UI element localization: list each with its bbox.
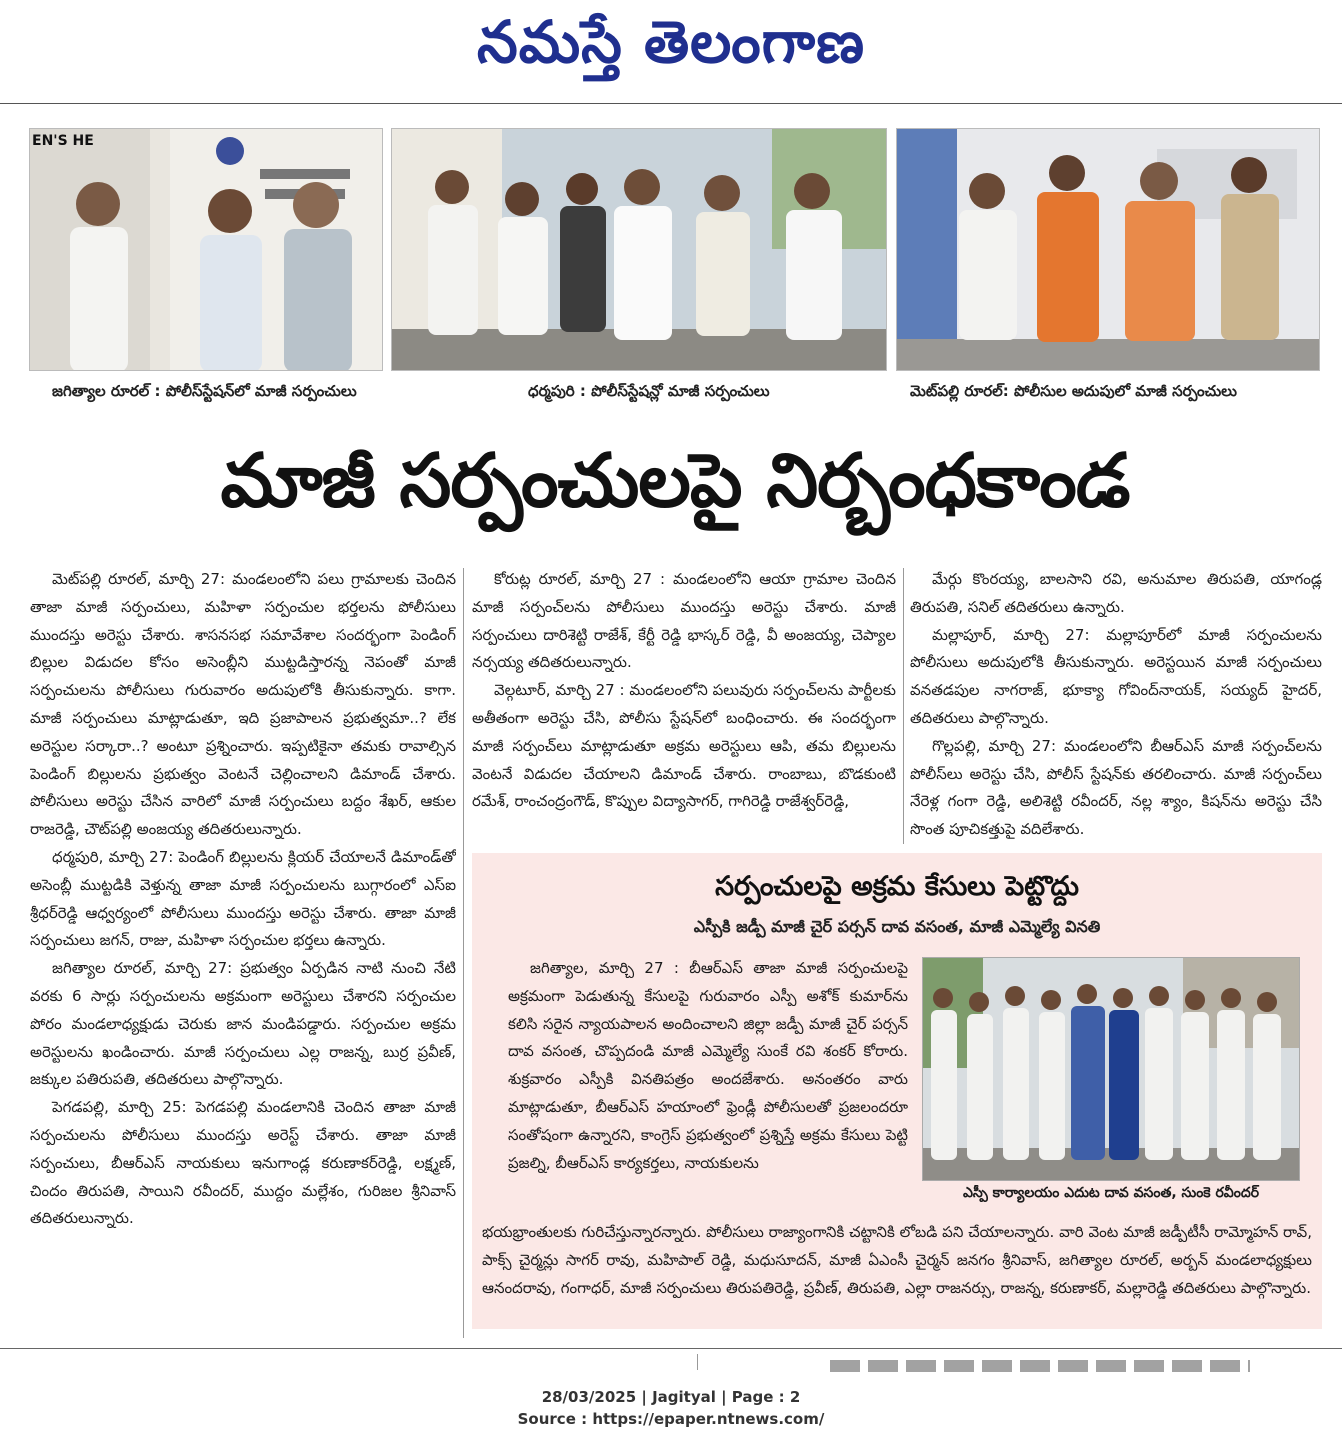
sidebar-story-box [472,853,1322,1329]
photo-caption-3: మెట్‌పల్లి రూరల్‌: పోలీసుల అదుపులో మాజీ సర్పంచులు [910,382,1237,400]
next-article-tease [830,1360,1250,1372]
box-body [508,955,908,1217]
bottom-rule [0,1348,1342,1349]
article-paragraph: వెల్గటూర్‌, మార్చి 27 : మండలంలోని పలువురు సర్పంచ్‌లను పార్టీలకు అతీతంగా అరెస్టు చేసి, పోలీసు స్టేషన్‌లో బంధించారు. ఈ సందర్భంగా మాజీ సర్పంచ్‌లు మాట్లాడుతూ అక్రమ అరెస్టులు ఆపి, తమ బిల్లులను వెంటనే విడుదల చేయాలని డిమాండ్‌ చేశారు. రాంబాబు, బొడకుంటి రమేశ్‌, రాంచంద్రంగౌడ్‌, కొప్పుల విద్యాసాగర్‌, గాగిరెడ్డి రాజేశ్వర్‌రెడ్డి, [472,681,896,811]
box-photo [922,957,1300,1181]
column-rule [463,568,464,1338]
box-subtitle: ఎస్పీకి జడ్పీ మాజీ చైర్‌ పర్సన్‌ దావ వసంత, మాజీ ఎమ్మెల్యే వినతి [693,917,1101,936]
article-paragraph: మెట్‌పల్లి రూరల్‌, మార్చి 27: మండలంలోని పలు గ్రామాలకు చెందిన తాజా మాజీ సర్పంచులు, మహిళా సర్పంచుల భర్తలను పోలీసులు ముందస్తు అరెస్టు చేశారు. శాసనసభ సమావేశాల సందర్భంగా పెండింగ్‌ బిల్లుల విడుదల కోసం అసెంబ్లీని ముట్టడిస్తారన్న నెపంతో మాజీ సర్పంచులను పోలీసులు గురువారం అదుపులోకి తీసుకున్నారు. కాగా. మాజీ సర్పంచులు మాట్లాడుతూ, ఇది ప్రజాపాలన ప్రభుత్వమా..? లేక అరెస్టుల సర్కారా..? అంటూ ప్రశ్నించారు. ఇప్పటికైనా తమకు రావాల్సిన పెండింగ్‌ బిల్లులను ప్రభుత్వం వెంటనే చెల్లించాలని డిమాండ్‌ చేశారు. పోలీసులు అరెస్టు చేసిన వారిలో మాజీ సర్పంచులు బద్దం శేఖర్‌, ఆకుల రాజరెడ్డి, చౌట్‌పల్లి అంజయ్య తదితరులున్నారు. [30,570,456,839]
article-paragraph: మల్లాపూర్‌, మార్చి 27: మల్లాపూర్‌లో మాజీ సర్పంచులను పోలీసులు అదుపులోకి తీసుకున్నారు. అరెస్టయిన మాజీ సర్పంచులు వనతడపుల నాగరాజ్‌, భూక్యా గోవింద్‌నాయక్‌, సయ్యద్‌ హైదర్‌, తదితరులు పాల్గొన్నారు. [910,625,1322,727]
masthead [0,0,1342,104]
column-2 [472,566,896,846]
article-paragraph: జగిత్యాల, మార్చి 27 : బీఆర్‌ఎస్‌ తాజా మాజీ సర్పంచులపై అక్రమంగా పెడుతున్న కేసులపై గురువారం ఎస్పీ అశోక్‌ కుమార్‌ను కలిసి సరైన న్యాయపాలన అందించాలని జిల్లా జడ్పీ మాజీ చైర్‌ పర్సన్‌ దావ వసంత, చొప్పదండి మాజీ ఎమ్మెల్యే సుంకే రవి శంకర్‌ కోరారు. శుక్రవారం ఎస్పీకి వినతిపత్రం అందజేశారు. అనంతరం వారు మాట్లాడుతూ, బీఆర్‌ఎస్‌ హయాంలో ఫ్రెండ్లీ పోలీసులతో ప్రజలందరూ సంతోషంగా ఉన్నారని, కాంగ్రెస్‌ ప్రభుత్వంలో ప్రశ్నిస్తే అక్రమ కేసులు పెట్టి ప్రజల్ని, బీఆర్‌ఎస్‌ కార్యకర్తలు, నాయకులను [508,959,908,1172]
footer-source-line: Source : https://epaper.ntnews.com/ [517,1410,825,1428]
column-rule [903,568,904,844]
photo-dharmapuri [391,128,887,371]
article-paragraph: ధర్మపురి, మార్చి 27: పెండింగ్‌ బిల్లులను క్లియర్‌ చేయాలనే డిమాండ్‌తో అసెంబ్లీ ముట్టడికి వెళ్తున్న తాజా మాజీ సర్పంచులను బుగ్గారంలో ఎస్‌ఐ శ్రీధర్‌రెడ్డి ఆధ్వర్యంలో పోలీసులు ముందస్తు అరెస్టు చేశారు. తాజా మాజీ సర్పంచులు జగన్‌, రాజు, మహిళా సర్పంచుల భర్తలు ఉన్నారు. [30,847,456,950]
photo-caption-2: ధర్మపురి : పోలీస్‌స్టేషన్లో మాజీ సర్పంచులు [528,382,770,400]
photo-caption-1: జగిత్యాల రూరల్ : పోలీస్‌స్టేషన్‌లో మాజీ సర్పంచులు [52,382,357,400]
article-paragraph: గొల్లపల్లి, మార్చి 27: మండలంలోని బీఆర్‌ఎస్‌ మాజీ సర్పంచ్‌లను పోలీస్‌లు అరెస్టు చేసి, పోలీస్‌ స్టేషన్‌కు తరలించారు. మాజీ సర్పంచ్‌లు నేరెళ్ల గంగా రెడ్డి, అలిశెట్టి రవీందర్‌, నల్ల శ్యాం, కిషన్‌ను అరెస్టు చేసి సొంత పూచికత్తుపై వదిలేశారు. [910,736,1322,839]
box-photo-caption: ఎస్పీ కార్యాలయం ఎదుట దావ వసంత, సుంకె రవీందర్‌ [962,1185,1260,1201]
box-title: సర్పంచులపై అక్రమ కేసులు పెట్టొద్దు [715,871,1079,902]
article-paragraph: పెగడపల్లి, మార్చి 25: పెగడపల్లి మండలానికి చెందిన తాజా మాజీ సర్పంచులను పోలీసులు ముందస్తు అరెస్ట్‌ చేశారు. తాజా మాజీ సర్పంచులు, బీఆర్‌ఎస్‌ నాయకులు ఇనుగాండ్ల కరుణాకర్‌రెడ్డి, లక్ష్మణ్‌, చిందం తిరుపతి, సాయిని రవీందర్‌, ముద్దం మల్లేశం, గురిజల శ్రీనివాస్‌ తదితరులున్నారు. [30,1098,456,1228]
box-bottom-text: భయభ్రాంతులకు గురిచేస్తున్నారన్నారు. పోలీసులు రాజ్యాంగానికి చట్టానికి లోబడి పని చేయాలన్నారు. వారి వెంట మాజీ జడ్పీటీసీ రామ్మోహన్‌ రావ్‌, పాక్స్‌ చైర్మన్లు సాగర్‌ రావు, మహిపాల్‌ రెడ్డి, మధుసూదన్‌, మాజీ ఏఎంసీ చైర్మన్‌ జనగం శ్రీనివాస్‌, జగిత్యాల రూరల్‌, అర్బన్‌ మండలాధ్యక్షులు ఆనందరావు, గంగాధర్‌, మాజీ సర్పంచులు తిరుపతిరెడ్డి, ప్రవీణ్‌, తిరుపతి, ఎల్లా రాజనర్సు, రాజన్న, కరుణాకర్‌, మల్లారెడ్డి తదితరులు పాల్గొన్నారు. [482,1223,1312,1297]
column-rule [697,1354,698,1370]
article-paragraph: మేర్గు కొంరయ్య, బాలసాని రవి, అనుమాల తిరుపతి, యాగండ్ల తిరుపతి, సనిల్‌ తదితరులు ఉన్నారు. [910,570,1322,616]
column-1 [30,566,456,1341]
photo-jagityal-rural [29,128,383,371]
photo-sign-text: EN'S HE [32,133,94,149]
article-paragraph: జగిత్యాల రూరల్‌, మార్చి 27: ప్రభుత్వం ఏర్పడిన నాటి నుంచి నేటి వరకు 6 సార్లు సర్పంచులను అక్రమంగా అరెస్టులు చేశారని సర్పంచుల పోరం మండలాధ్యక్షుడు చెరుకు జాన మండిపడ్డారు. సర్పంచుల అక్రమ అరెస్టులను ఖండించారు. మాజీ సర్పంచులు ఎల్ల రాజన్న, బుర్ర ప్రవీణ్‌, జక్కుల పతిరుపతి, తదితరులు పాల్గొన్నారు. [30,959,456,1089]
photo-metpally-rural [896,128,1320,371]
masthead-title: నమస్తే తెలంగాణ [477,8,865,76]
headline: మాజీ సర్పంచులపై నిర్బంధకాండ [220,438,1130,524]
article-paragraph: కోరుట్ల రూరల్‌, మార్చి 27 : మండలంలోని ఆయా గ్రామాల చెందిన మాజీ సర్పంచ్‌లను పోలీసులు ముందస్తు అరెస్టు చేశారు. మాజీ సర్పంచులు దారిశెట్టి రాజేశ్‌, కేర్టీ రెడ్డి భాస్కర్‌ రెడ్డి, వీ అంజయ్య, చెప్యాల నర్సయ్య తదితరులున్నారు. [472,570,896,672]
footer-date-line: 28/03/2025 | Jagityal | Page : 2 [541,1388,801,1406]
column-3 [910,566,1322,846]
